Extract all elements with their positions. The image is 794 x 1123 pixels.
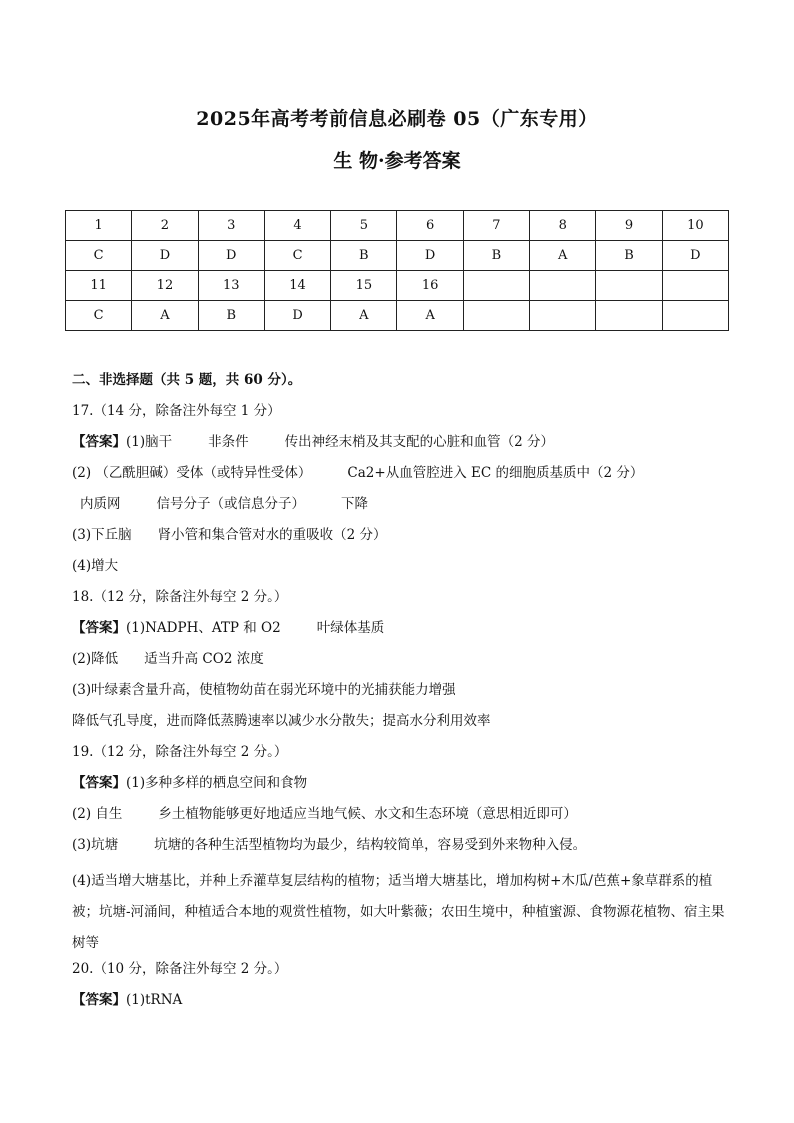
q17-line-3 bbox=[72, 494, 732, 525]
question-number-row bbox=[66, 211, 729, 241]
table-cell bbox=[463, 271, 529, 301]
table-cell bbox=[662, 271, 728, 301]
table-cell: D bbox=[662, 241, 728, 271]
table-cell: A bbox=[530, 241, 596, 271]
table-cell bbox=[596, 271, 662, 301]
answer-text: Ca2+从血管腔进入 EC 的细胞质基质中（2 分） bbox=[347, 465, 644, 481]
q17-line-1 bbox=[72, 432, 732, 463]
answer-body bbox=[72, 370, 732, 1021]
table-cell: B bbox=[331, 241, 397, 271]
answer-row bbox=[66, 241, 729, 271]
answer-text: (2) （乙酰胆碱）受体（或特异性受体） bbox=[72, 465, 312, 481]
answer-text: 适当升高 CO2 浓度 bbox=[144, 651, 264, 667]
question-number-row bbox=[66, 271, 729, 301]
table-cell: B bbox=[198, 301, 264, 331]
table-cell: 1 bbox=[66, 211, 132, 241]
table-cell: A bbox=[132, 301, 198, 331]
answer-label: 【答案】 bbox=[72, 620, 126, 636]
answer-text: 肾小管和集合管对水的重吸收（2 分） bbox=[157, 527, 387, 543]
q20-line-1 bbox=[72, 990, 732, 1021]
table-cell: 16 bbox=[397, 271, 463, 301]
answer-text: 乡土植物能够更好地适应当地气候、水文和生态环境（意思相近即可） bbox=[158, 806, 577, 822]
page-subtitle: 生 物·参考答案 bbox=[333, 150, 461, 172]
table-cell: 15 bbox=[331, 271, 397, 301]
table-cell: 12 bbox=[132, 271, 198, 301]
table-cell: 4 bbox=[264, 211, 330, 241]
q18-header: 18.（12 分，除备注外每空 2 分。） bbox=[72, 589, 288, 605]
table-cell: D bbox=[198, 241, 264, 271]
table-cell bbox=[530, 301, 596, 331]
table-cell: 13 bbox=[198, 271, 264, 301]
answer-text: 叶绿体基质 bbox=[316, 620, 385, 636]
answer-text: (2) 自生 bbox=[72, 806, 123, 822]
q19-line-2 bbox=[72, 804, 732, 835]
q19-header: 19.（12 分，除备注外每空 2 分。） bbox=[72, 744, 288, 760]
answer-text: 坑塘的各种生活型植物均为最少，结构较简单，容易受到外来物种入侵。 bbox=[154, 837, 587, 853]
answer-text: (1)多种多样的栖息空间和食物 bbox=[126, 775, 308, 791]
table-cell: 5 bbox=[331, 211, 397, 241]
answer-label: 【答案】 bbox=[72, 992, 126, 1008]
section-heading: 二、非选择题（共 5 题，共 60 分）。 bbox=[72, 372, 302, 388]
table-cell bbox=[463, 301, 529, 331]
table-cell: C bbox=[66, 241, 132, 271]
q19-line-1 bbox=[72, 773, 732, 804]
table-cell: B bbox=[596, 241, 662, 271]
answer-text: (1)NADPH、ATP 和 O2 bbox=[126, 620, 281, 636]
table-cell: D bbox=[397, 241, 463, 271]
answer-text: (1)tRNA bbox=[126, 992, 183, 1008]
answer-row bbox=[66, 301, 729, 331]
table-cell: 2 bbox=[132, 211, 198, 241]
q19-line-3 bbox=[72, 835, 732, 866]
answer-text: 下降 bbox=[341, 496, 368, 512]
table-cell: D bbox=[264, 301, 330, 331]
table-cell bbox=[530, 271, 596, 301]
table-cell: C bbox=[264, 241, 330, 271]
answer-label: 【答案】 bbox=[72, 434, 126, 450]
table-cell bbox=[662, 301, 728, 331]
table-cell: 11 bbox=[66, 271, 132, 301]
q18-line-2 bbox=[72, 649, 732, 680]
q18-line-4: 降低气孔导度，进而降低蒸腾速率以减少水分散失；提高水分利用效率 bbox=[72, 713, 491, 729]
table-cell: A bbox=[331, 301, 397, 331]
table-cell: B bbox=[463, 241, 529, 271]
table-cell: 9 bbox=[596, 211, 662, 241]
answer-text: (3)坑塘 bbox=[72, 837, 119, 853]
q18-line-1 bbox=[72, 618, 732, 649]
table-cell: 7 bbox=[463, 211, 529, 241]
page-title: 2025年高考考前信息必刷卷 05（广东专用） bbox=[196, 108, 598, 130]
table-cell: C bbox=[66, 301, 132, 331]
table-cell: 10 bbox=[662, 211, 728, 241]
answer-table bbox=[65, 210, 729, 331]
table-cell: 3 bbox=[198, 211, 264, 241]
answer-label: 【答案】 bbox=[72, 775, 126, 791]
answer-text: (2)降低 bbox=[72, 651, 119, 667]
table-cell: 8 bbox=[530, 211, 596, 241]
answer-text: 信号分子（或信息分子） bbox=[156, 496, 305, 512]
answer-text: 内质网 bbox=[80, 496, 121, 512]
q17-line-5: (4)增大 bbox=[72, 558, 119, 574]
answer-text: 传出神经末梢及其支配的心脏和血管（2 分） bbox=[284, 434, 555, 450]
answer-text: (3)下丘脑 bbox=[72, 527, 132, 543]
answer-text: (1)脑干 bbox=[126, 434, 173, 450]
table-cell: A bbox=[397, 301, 463, 331]
q20-header: 20.（10 分，除备注外每空 2 分。） bbox=[72, 961, 288, 977]
q17-line-4 bbox=[72, 525, 732, 556]
table-cell: 14 bbox=[264, 271, 330, 301]
table-cell: 6 bbox=[397, 211, 463, 241]
q17-header: 17.（14 分，除备注外每空 1 分） bbox=[72, 403, 281, 419]
table-cell: D bbox=[132, 241, 198, 271]
answer-text: 非条件 bbox=[208, 434, 249, 450]
q17-line-2 bbox=[72, 463, 732, 494]
q18-line-3: (3)叶绿素含量升高，使植物幼苗在弱光环境中的光捕获能力增强 bbox=[72, 682, 456, 698]
q19-line-4: (4)适当增大塘基比，并种上乔灌草复层结构的植物；适当增大塘基比，增加构树+木瓜/芭蕉+象草群系的植被；坑塘-河涌间，种植适合本地的观赏性植物，如大叶紫薇；农田生境中，种植蜜源、食物源花植物、宿主果树等 bbox=[72, 873, 725, 951]
table-cell bbox=[596, 301, 662, 331]
